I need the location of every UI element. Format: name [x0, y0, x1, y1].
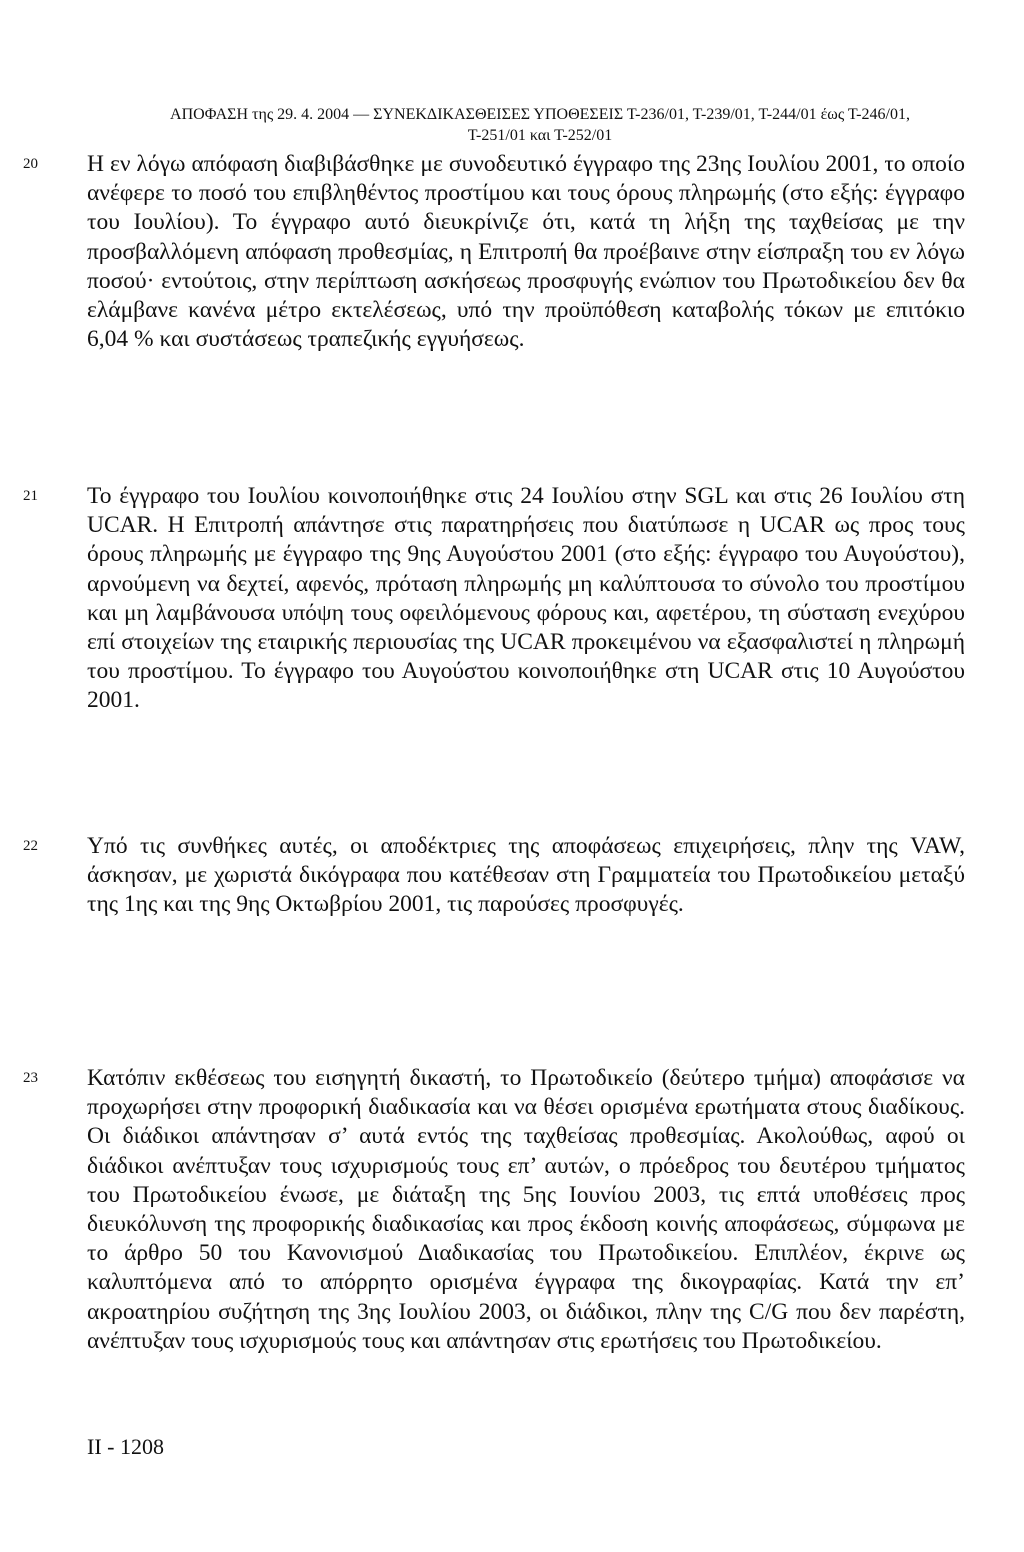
header-line-1: ΑΠΟΦΑΣΗ της 29. 4. 2004 — ΣΥΝΕΚΔΙΚΑΣΘΕΙΣΕΣ ΥΠΟΘΕΣΕΙΣ Τ-236/01, Τ-239/01, Τ-244/01 έως Τ-246/01,: [170, 106, 910, 123]
paragraph-text: Η εν λόγω απόφαση διαβιβάσθηκε με συνοδευτικό έγγραφο της 23ης Ιουλίου 2001, το οποίο ανέφερε το ποσό του επιβληθέντος προστίμου και τους όρους πληρωμής (στο εξής: έγγραφο του Ιουλίου). Το έγγραφο αυτό διευκρίνιζε ότι, κατά τη λήξη της ταχθείσας με την προσβαλλόμενη απόφαση προθεσμίας, η Επιτροπή θα προέβαινε στην είσπραξη του εν λόγω ποσού· εντούτοις, στην περίπτωση ασκήσεως προσφυγής ενώπιον του Πρωτοδικείου δεν θα ελάμβανε κανένα μέτρο εκτελέσεως, υπό την προϋπόθεση καταβολής τόκων με επιτόκιο 6,04 % και συστάσεως τραπεζικής εγγυήσεως.: [87, 151, 965, 353]
paragraph-number: 21: [23, 488, 38, 504]
page-number: II - 1208: [87, 1434, 164, 1459]
paragraph-number: 20: [23, 156, 38, 172]
paragraph-text: Το έγγραφο του Ιουλίου κοινοποιήθηκε στις 24 Ιουλίου στην SGL και στις 26 Ιουλίου στη UCAR. Η Επιτροπή απάντησε στις παρατηρήσεις που διατύπωσε η UCAR ως προς τους όρους πληρωμής με έγγραφο της 9ης Αυγούστου 2001 (στο εξής: έγγραφο του Αυγούστου), αρνούμενη να δεχτεί, αφενός, πρόταση πληρωμής μη καλύπτουσα το σύνολο του προστίμου και μη λαμβάνουσα υπόψη τους οφειλόμενους φόρους και, αφετέρου, τη σύσταση ενεχύρου επί στοιχείων της εταιρικής περιουσίας της UCAR προκειμένου να εξασφαλιστεί η πληρωμή του προστίμου. Το έγγραφο του Αυγούστου κοινοποιήθηκε στη UCAR στις 10 Αυγούστου 2001.: [87, 483, 965, 714]
paragraph-number: 23: [23, 1070, 38, 1086]
paragraph-text: Υπό τις συνθήκες αυτές, οι αποδέκτριες της αποφάσεως επιχειρήσεις, πλην της VAW, άσκησαν, με χωριστά δικόγραφα που κατέθεσαν στη Γραμματεία του Πρωτοδικείου μεταξύ της 1ης και της 9ης Οκτωβρίου 2001, τις παρούσες προσφυγές.: [87, 833, 965, 918]
paragraph-number: 22: [23, 838, 38, 854]
paragraph-text: Κατόπιν εκθέσεως του εισηγητή δικαστή, το Πρωτοδικείο (δεύτερο τμήμα) αποφάσισε να προχωρήσει στην προφορική διαδικασία και να θέσει ορισμένα ερωτήματα στους διαδίκους. Οι διάδικοι απάντησαν σ’ αυτά εντός της ταχθείσας προθεσμίας. Ακολούθως, αφού οι διάδικοι ανέπτυξαν τους ισχυρισμούς τους επ’ αυτών, ο πρόεδρος του δευτέρου τμήματος του Πρωτοδικείου ένωσε, με διάταξη της 5ης Ιουνίου 2003, τις επτά υποθέσεις προς διευκόλυνση της προφορικής διαδικασίας και προς έκδοση κοινής αποφάσεως, σύμφωνα με το άρθρο 50 του Κανονισμού Διαδικασίας του Πρωτοδικείου. Επιπλέον, έκρινε ως καλυπτόμενα από το απόρρητο ορισμένα έγγραφα της δικογραφίας. Κατά την επ’ ακροατηρίου συζήτηση της 3ης Ιουλίου 2003, οι διάδικοι, πλην της C/G που δεν παρέστη, ανέπτυξαν τους ισχυρισμούς τους και απάντησαν στις ερωτήσεις του Πρωτοδικείου.: [87, 1065, 965, 1354]
header-line-2: Τ-251/01 και Τ-252/01: [467, 127, 613, 144]
running-header: [130, 104, 950, 146]
